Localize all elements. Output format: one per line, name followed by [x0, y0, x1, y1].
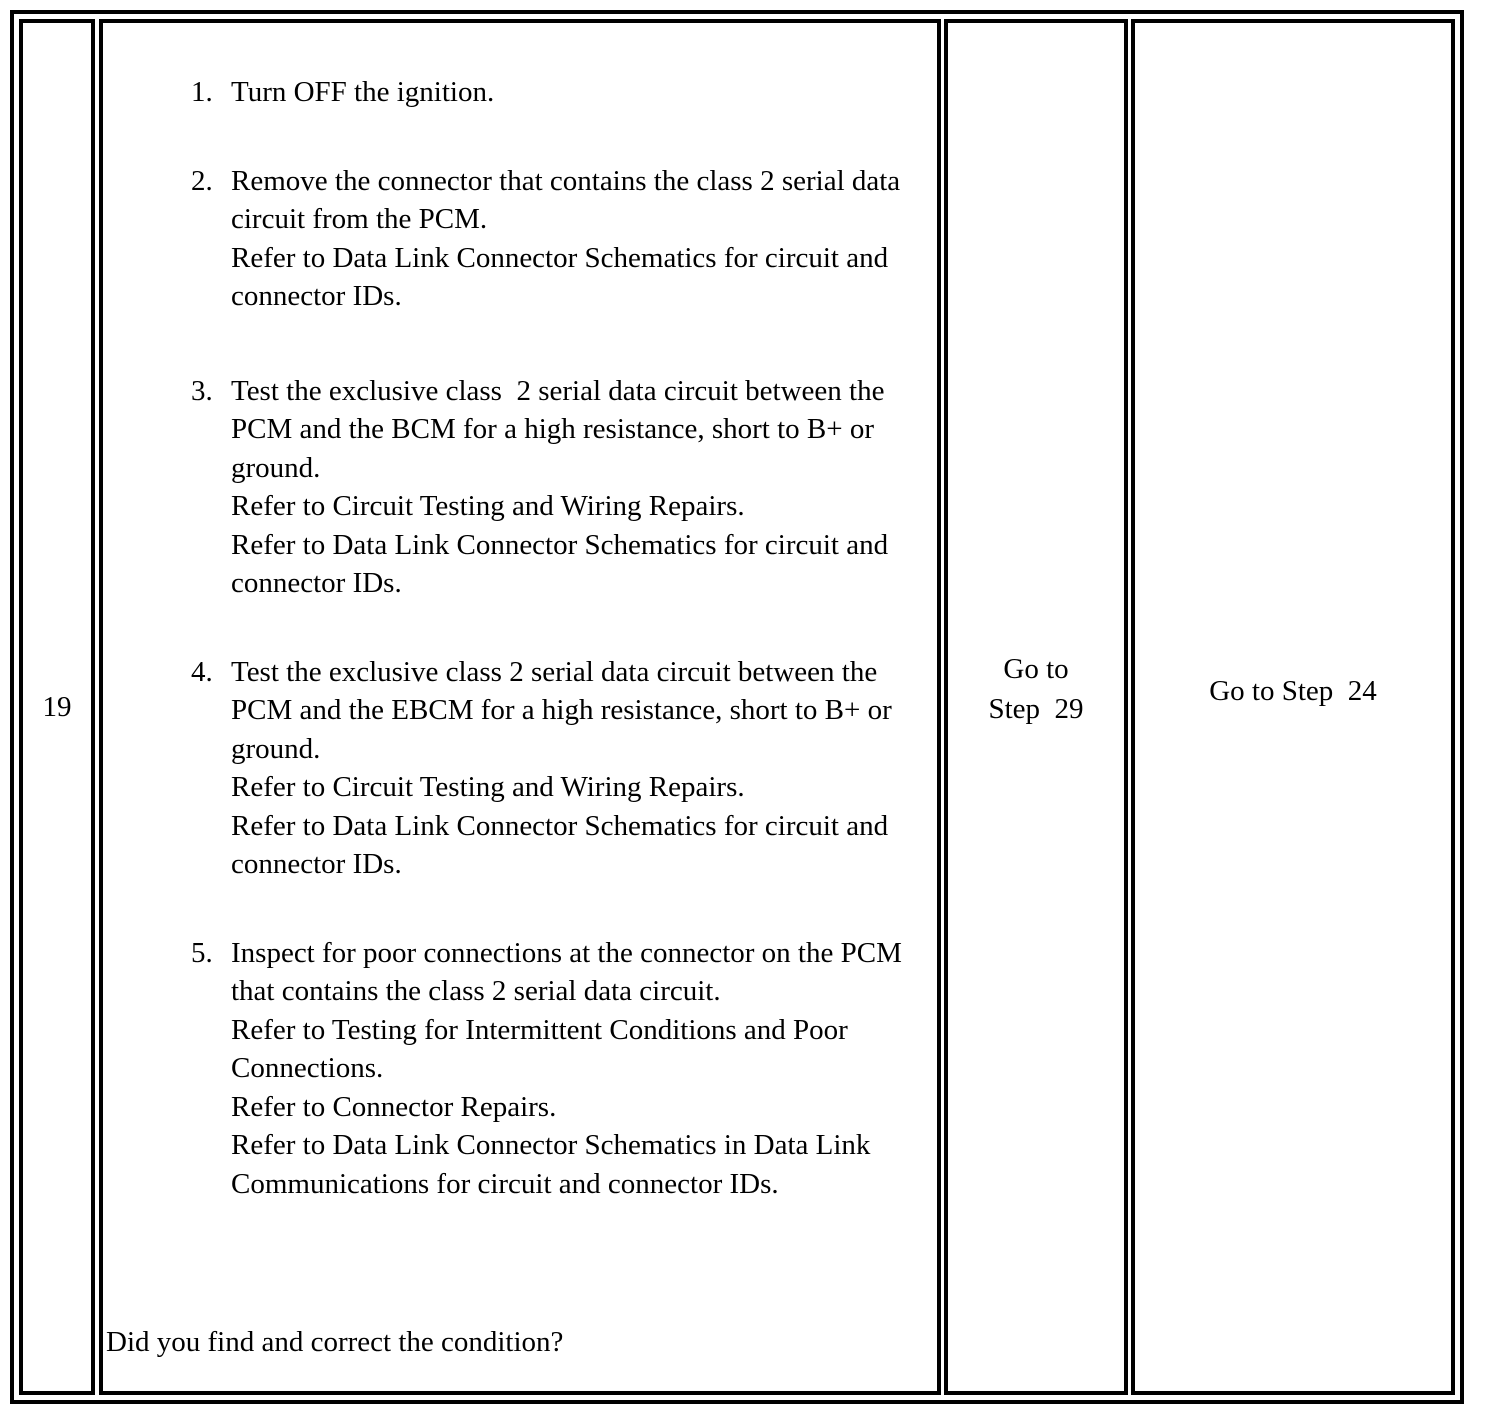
step-4-number: 4. — [191, 655, 213, 688]
action-cell — [99, 19, 941, 1395]
step-2-ref-1: Refer to Data Link Connector Schematics for circuit and connector IDs. — [231, 241, 889, 312]
action-step-3 — [191, 372, 911, 603]
step-4-ref-1: Refer to Circuit Testing and Wiring Repairs. — [231, 771, 745, 803]
yes-go-to-step: Go to Step 29 — [988, 653, 1084, 725]
step-1-number: 1. — [191, 76, 213, 108]
step-2-text: Remove the connector that contains the class 2 serial data circuit from the PCM. — [231, 164, 901, 235]
action-steps-list — [191, 73, 911, 1203]
step-3-number: 3. — [191, 374, 213, 407]
step-4-ref-2: Refer to Data Link Connector Schematics for circuit and connector IDs. — [231, 809, 889, 880]
step-5-ref-2: Refer to Connector Repairs. — [231, 1090, 557, 1123]
step-5-text: Inspect for poor connections at the connector on the PCM that contains the class 2 serial data circuit. — [231, 936, 902, 1007]
step-number: 19 — [42, 691, 72, 723]
step-3-ref-2: Refer to Data Link Connector Schematics for circuit and connector IDs. — [231, 528, 889, 599]
step-2-number: 2. — [191, 164, 213, 197]
no-cell — [1131, 19, 1455, 1395]
no-go-to-step: Go to Step 24 — [1209, 675, 1377, 707]
yes-cell — [944, 19, 1128, 1395]
step-number-cell — [19, 19, 95, 1395]
step-5-ref-1: Refer to Testing for Intermittent Conditions and Poor Connections. — [231, 1013, 848, 1084]
condition-question: Did you find and correct the condition? — [106, 1326, 564, 1358]
step-3-ref-1: Refer to Circuit Testing and Wiring Repairs. — [231, 490, 745, 522]
step-3-text: Test the exclusive class 2 serial data circuit between the PCM and the BCM for a high resistance, short to B+ or ground. — [231, 374, 892, 484]
action-step-1 — [191, 73, 911, 112]
step-1-text: Turn OFF the ignition. — [231, 76, 495, 108]
step-5-ref-3: Refer to Data Link Connector Schematics in Data Link Communications for circuit and connector IDs. — [231, 1129, 871, 1200]
step-5-number: 5. — [191, 936, 213, 969]
step-4-text: Test the exclusive class 2 serial data circuit between the PCM and the EBCM for a high resistance, short to B+ or ground. — [231, 655, 892, 765]
action-step-4 — [191, 653, 911, 884]
action-step-2 — [191, 162, 911, 316]
action-step-5 — [191, 934, 911, 1204]
